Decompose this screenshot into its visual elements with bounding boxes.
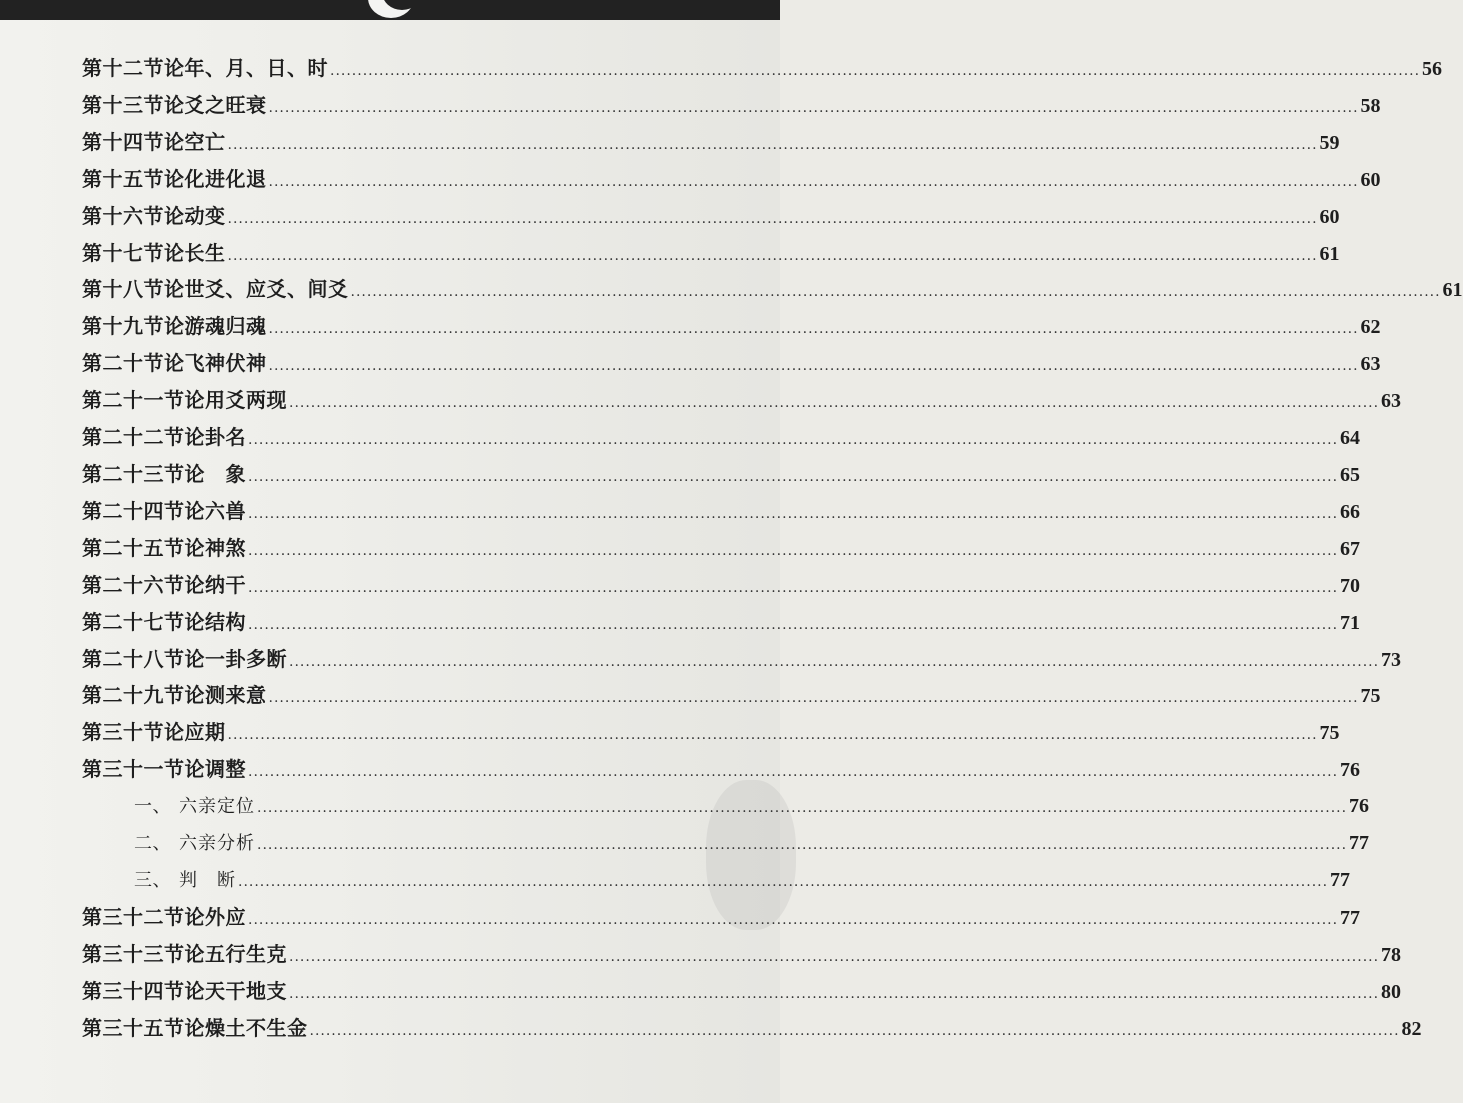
section-title: 论化进化退 [164,166,267,191]
section-title: 论卦名 [184,425,246,450]
dot-leader: ........................................................................................................................................................................................................ [248,764,1339,781]
toc-entry[interactable] [82,567,1361,604]
section-title: 论调整 [184,757,246,782]
toc-subentry[interactable] [82,862,1351,899]
page-number: 61 [1319,242,1340,265]
page-number: 75 [1360,685,1381,708]
toc-entry[interactable] [82,124,1340,161]
section-number: 第十三节 [82,92,164,117]
page-number: 62 [1360,316,1381,339]
section-number: 第十八节 [82,277,164,302]
page-number: 76 [1340,759,1361,782]
dot-leader: ........................................................................................................................................................................................................ [248,468,1339,485]
dot-leader: ........................................................................................................................................................................................................ [227,136,1318,153]
section-number: 第十九节 [82,314,164,339]
page-number: 71 [1340,611,1361,634]
section-number: 第十六节 [82,203,164,228]
section-number: 第十七节 [82,240,164,265]
dot-leader: ........................................................................................................................................................................................................ [227,210,1318,227]
dot-leader: ........................................................................................................................................................................................................ [238,873,1329,890]
section-number: 一、 [134,796,171,818]
toc-entry[interactable] [82,530,1361,567]
toc-entry[interactable] [82,493,1361,530]
dot-leader: ........................................................................................................................................................................................................ [248,911,1339,928]
dot-leader: ........................................................................................................................................................................................................ [268,690,1359,707]
toc-subentry[interactable] [82,825,1370,862]
page-number: 78 [1381,943,1402,966]
toc-entry[interactable] [82,1010,1422,1047]
section-title: 论飞神伏神 [164,351,267,376]
page-number: 65 [1340,463,1361,486]
toc-entry[interactable] [82,50,1443,87]
section-title: 论纳干 [184,572,246,597]
toc-entry[interactable] [82,235,1340,272]
dot-leader: ........................................................................................................................................................................................................ [227,247,1318,264]
section-number: 第三十五节 [82,1015,185,1040]
page-number: 77 [1349,832,1370,855]
section-title: 论天干地支 [184,978,287,1003]
page-number: 61 [1442,279,1463,302]
page-number: 70 [1340,574,1361,597]
section-number: 第二十节 [82,351,164,376]
page-number: 66 [1340,500,1361,523]
dot-leader: ........................................................................................................................................................................................................ [248,542,1339,559]
section-number: 第十二节 [82,56,164,80]
section-title: 论爻之旺衰 [164,92,267,117]
section-title: 六亲分析 [179,833,255,855]
dot-leader: ........................................................................................................................................................................................................ [268,321,1359,338]
section-title: 论五行生克 [184,941,287,966]
dot-leader: ........................................................................................................................................................................................................ [227,727,1318,744]
toc-entry[interactable] [82,641,1402,678]
toc-entry[interactable] [82,604,1361,641]
section-title: 论年、月、日、时 [164,56,328,80]
dot-leader: ........................................................................................................................................................................................................ [248,616,1339,633]
dot-leader: ........................................................................................................................................................................................................ [248,579,1339,596]
section-number: 第二十一节 [82,388,185,413]
dot-leader: ........................................................................................................................................................................................................ [350,284,1441,301]
dot-leader: ........................................................................................................................................................................................................ [289,395,1380,412]
toc-entry[interactable] [82,677,1381,714]
table-of-contents [82,50,1463,1046]
section-number: 第二十六节 [82,572,185,597]
section-number: 第二十二节 [82,425,185,450]
toc-entry[interactable] [82,751,1361,788]
page-number: 59 [1319,131,1340,154]
section-number: 第三十一节 [82,757,185,782]
page-number: 63 [1360,353,1381,376]
section-number: 第三十四节 [82,978,185,1003]
page-number: 58 [1360,94,1381,117]
toc-entry[interactable] [82,161,1381,198]
toc-entry[interactable] [82,456,1361,493]
page-number: 60 [1319,205,1340,228]
dot-leader: ........................................................................................................................................................................................................ [309,1022,1400,1039]
section-title: 论空亡 [164,129,226,154]
section-title: 论六兽 [184,498,246,523]
page-number: 67 [1340,537,1361,560]
toc-entry[interactable] [82,382,1402,419]
section-number: 第二十七节 [82,609,185,634]
toc-entry[interactable] [82,198,1340,235]
page-number: 64 [1340,427,1361,450]
toc-entry[interactable] [82,714,1340,751]
toc-page [0,20,1463,1103]
section-number: 第二十三节 [82,461,185,486]
dot-leader: ........................................................................................................................................................................................................ [289,985,1380,1002]
section-number: 第十五节 [82,166,164,191]
page-number: 77 [1330,868,1351,891]
toc-entry[interactable] [82,419,1361,456]
section-title: 论神煞 [184,535,246,560]
page-number: 75 [1319,722,1340,745]
toc-entry[interactable] [82,271,1463,308]
page-number: 82 [1401,1017,1422,1040]
top-border [0,0,780,20]
section-title: 论结构 [184,609,246,634]
page-number: 80 [1381,980,1402,1003]
dot-leader: ........................................................................................................................................................................................................ [289,948,1380,965]
dot-leader: ........................................................................................................................................................................................................ [257,837,1348,854]
dot-leader: ........................................................................................................................................................................................................ [268,358,1359,375]
section-title: 判 断 [179,869,236,891]
page-number: 60 [1360,168,1381,191]
toc-entry[interactable] [82,973,1402,1010]
page-number: 56 [1422,58,1443,80]
section-number: 第三十三节 [82,941,185,966]
section-title: 论用爻两现 [184,388,287,413]
section-title: 六亲定位 [179,796,255,818]
toc-subentry[interactable] [82,788,1370,825]
dot-leader: ........................................................................................................................................................................................................ [330,63,1421,79]
section-title: 论外应 [184,904,246,929]
page-number: 63 [1381,390,1402,413]
section-number: 二、 [134,833,171,855]
section-number: 第三十节 [82,720,164,745]
page-number: 73 [1381,648,1402,671]
page-number: 76 [1349,795,1370,818]
page-number: 77 [1340,906,1361,929]
toc-entry[interactable] [82,87,1381,124]
dot-leader: ........................................................................................................................................................................................................ [268,99,1359,116]
section-number: 三、 [134,869,171,891]
section-title: 论 象 [184,461,246,486]
dot-leader: ........................................................................................................................................................................................................ [289,653,1380,670]
section-number: 第二十八节 [82,646,185,671]
toc-entry[interactable] [82,308,1381,345]
section-number: 第二十五节 [82,535,185,560]
section-title: 论游魂归魂 [164,314,267,339]
dot-leader: ........................................................................................................................................................................................................ [248,505,1339,522]
section-title: 论世爻、应爻、间爻 [164,277,349,302]
section-title: 论应期 [164,720,226,745]
section-number: 第三十二节 [82,904,185,929]
dot-leader: ........................................................................................................................................................................................................ [268,173,1359,190]
section-number: 第十四节 [82,129,164,154]
section-title: 论测来意 [184,683,267,708]
section-title: 论燥土不生金 [184,1015,308,1040]
section-title: 论一卦多断 [184,646,287,671]
toc-entry[interactable] [82,899,1361,936]
dot-leader: ........................................................................................................................................................................................................ [248,432,1339,449]
section-number: 第二十九节 [82,683,185,708]
section-number: 第二十四节 [82,498,185,523]
dot-leader: ........................................................................................................................................................................................................ [257,800,1348,817]
toc-entry[interactable] [82,345,1381,382]
section-title: 论动变 [164,203,226,228]
section-title: 论长生 [164,240,226,265]
toc-entry[interactable] [82,936,1402,973]
